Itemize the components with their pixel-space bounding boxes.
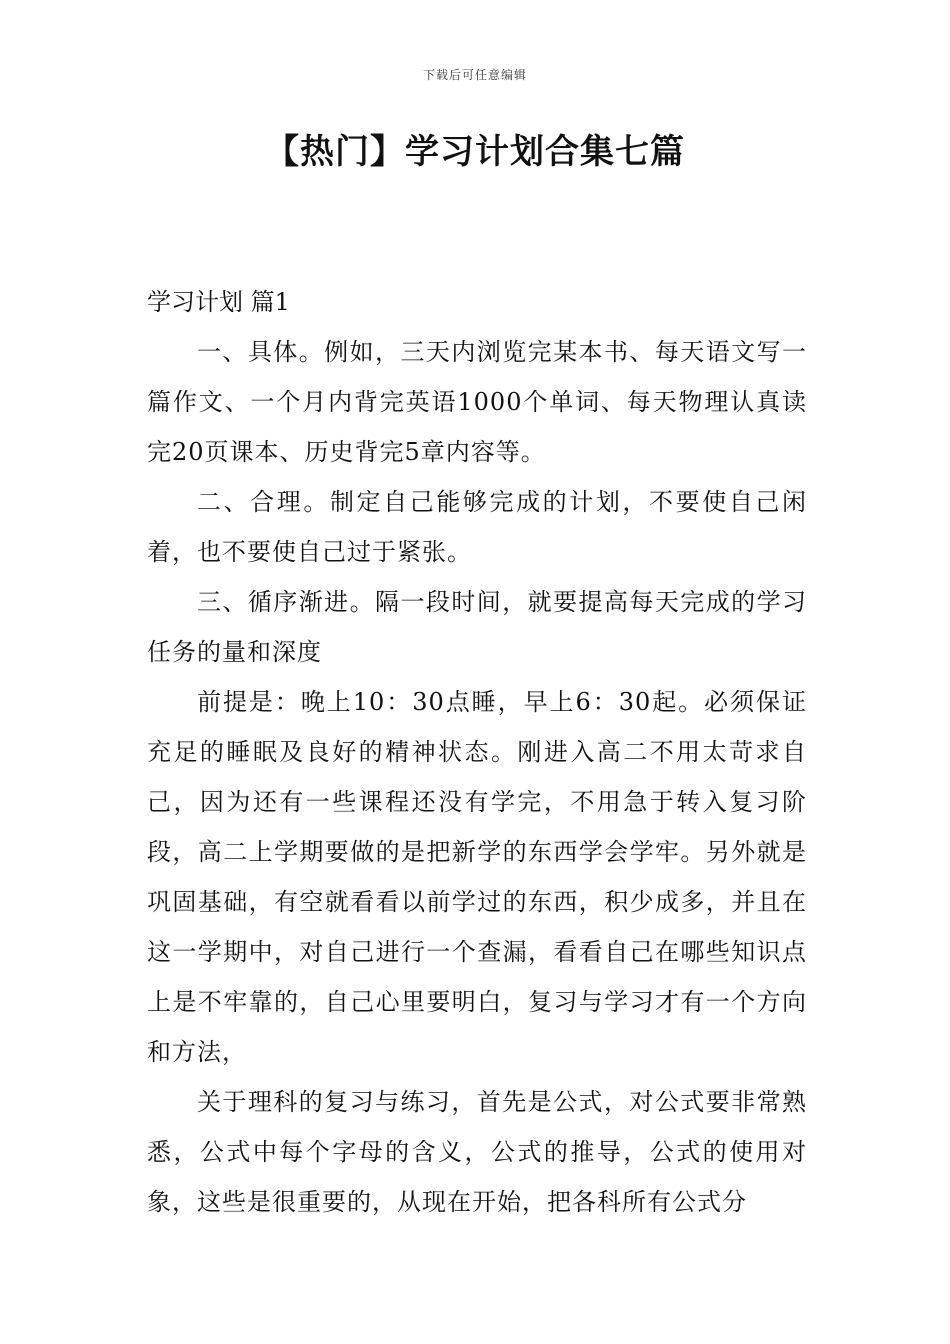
paragraph-5: 关于理科的复习与练习，首先是公式，对公式要非常熟悉，公式中每个字母的含义，公式的推导，公式的使用对象，这些是很重要的，从现在开始，把各科所有公式分 <box>147 1088 807 1216</box>
document-body <box>147 277 807 1227</box>
paragraph-1: 一、具体。例如，三天内浏览完某本书、每天语文写一篇作文、一个月内背完英语1000个单词、每天物理认真读完20页课本、历史背完5章内容等。 <box>147 338 807 466</box>
paragraph-2: 二、合理。制定自己能够完成的计划，不要使自己闲着，也不要使自己过于紧张。 <box>147 488 807 566</box>
document-title: 【热门】学习计划合集七篇 <box>265 132 685 172</box>
header-note: 下载后可任意编辑 <box>422 68 527 82</box>
paragraph-3: 三、循序渐进。隔一段时间，就要提高每天完成的学习任务的量和深度 <box>147 588 807 666</box>
section-heading: 学习计划 篇1 <box>147 288 290 316</box>
paragraph-4: 前提是：晚上10：30点睡，早上6：30起。必须保证充足的睡眠及良好的精神状态。刚进入高二不用太苛求自己，因为还有一些课程还没有学完，不用急于转入复习阶段，高二上学期要做的是把新学的东西学会学牢。另外就是巩固基础，有空就看看以前学过的东西，积少成多，并且在这一学期中，对自己进行一个查漏，看看自己在哪些知识点上是不牢靠的，自己心里要明白，复习与学习才有一个方向和方法， <box>147 688 807 1066</box>
